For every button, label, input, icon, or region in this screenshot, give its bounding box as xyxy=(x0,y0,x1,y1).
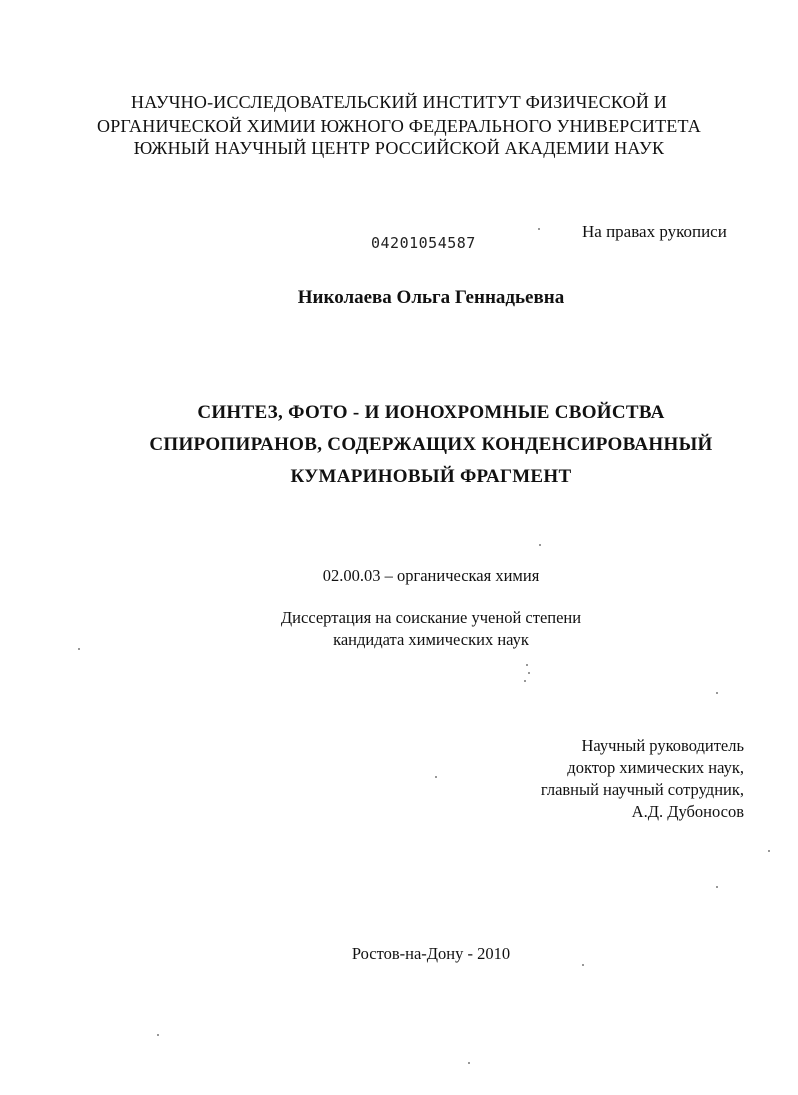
scan-speck xyxy=(582,964,584,966)
scan-speck xyxy=(716,886,718,888)
title-line-1: СИНТЕЗ, ФОТО - И ИОНОХРОМНЫЕ СВОЙСТВА xyxy=(197,402,665,423)
stamp-number: 04201054587 xyxy=(371,234,476,252)
scan-speck xyxy=(157,1034,159,1036)
rights-note: На правах рукописи xyxy=(582,222,727,241)
dissertation-line-1: Диссертация на соискание ученой степени xyxy=(280,608,582,627)
title-line-2: СПИРОПИРАНОВ, СОДЕРЖАЩИХ КОНДЕНСИРОВАННЫЙ xyxy=(149,434,713,455)
supervisor-line-3: главный научный сотрудник, xyxy=(540,780,744,799)
scan-speck xyxy=(78,648,80,650)
institute-line-1: НАУЧНО-ИССЛЕДОВАТЕЛЬСКИЙ ИНСТИТУТ ФИЗИЧЕСКОЙ И xyxy=(131,92,667,112)
scan-speck xyxy=(435,776,437,778)
scan-speck xyxy=(468,1062,470,1064)
scan-speck xyxy=(538,228,540,230)
title-line-3: КУМАРИНОВЫЙ ФРАГМЕНТ xyxy=(290,466,572,487)
dissertation-line-2: кандидата химических наук xyxy=(333,630,529,649)
scan-speck xyxy=(524,680,526,682)
supervisor-line-4: А.Д. Дубоносов xyxy=(631,802,744,821)
scan-speck xyxy=(716,692,718,694)
institute-line-3: ЮЖНЫЙ НАУЧНЫЙ ЦЕНТР РОССИЙСКОЙ АКАДЕМИИ НАУК xyxy=(133,138,665,158)
supervisor-line-2: доктор химических наук, xyxy=(567,758,744,777)
place-year: Ростов-на-Дону - 2010 xyxy=(351,944,511,963)
scan-speck xyxy=(768,850,770,852)
author-name: Николаева Ольга Геннадьевна xyxy=(297,287,565,308)
institute-line-2: ОРГАНИЧЕСКОЙ ХИМИИ ЮЖНОГО ФЕДЕРАЛЬНОГО УНИВЕРСИТЕТА xyxy=(97,116,701,136)
scan-speck xyxy=(526,664,528,666)
scan-speck xyxy=(528,672,530,674)
supervisor-line-1: Научный руководитель xyxy=(581,736,744,755)
specialty: 02.00.03 – органическая химия xyxy=(322,566,540,585)
scan-speck xyxy=(539,544,541,546)
